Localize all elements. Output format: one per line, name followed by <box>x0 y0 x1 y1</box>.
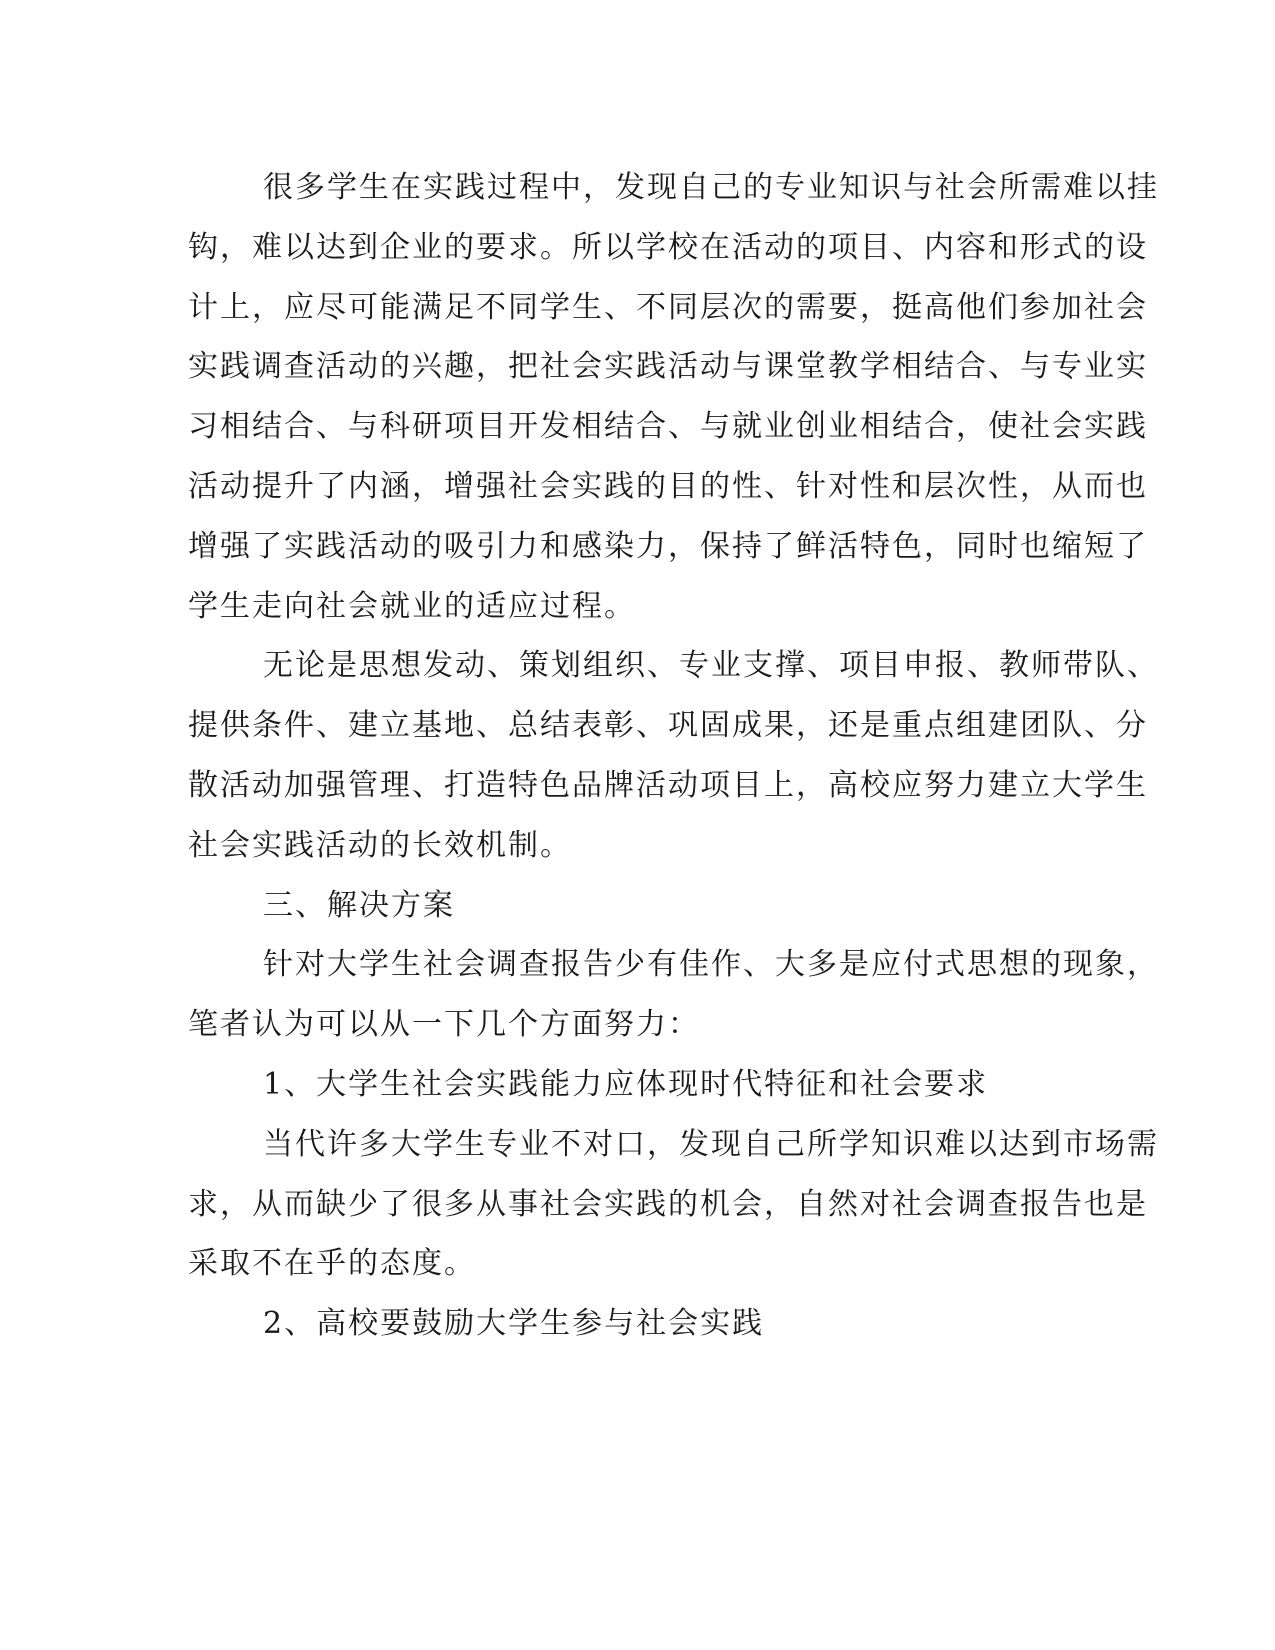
text-line: 笔者认为可以从一下几个方面努力： <box>188 1007 700 1043</box>
subheading: 2、高校要鼓励大学生参与社会实践 <box>263 1306 765 1342</box>
text-line: 提供条件、建立基地、总结表彰、巩固成果，还是重点组建团队、分 <box>188 708 1148 744</box>
text-line: 很多学生在实践过程中，发现自己的专业知识与社会所需难以挂 <box>263 170 1159 205</box>
text-line: 针对大学生社会调查报告少有佳作、大多是应付式思想的现象， <box>263 947 1159 983</box>
text-line: 采取不在乎的态度。 <box>188 1246 476 1282</box>
text-line: 活动提升了内涵，增强社会实践的目的性、针对性和层次性，从而也 <box>188 468 1148 504</box>
text-line: 散活动加强管理、打造特色品牌活动项目上，高校应努力建立大学生 <box>188 767 1148 803</box>
text-line: 社会实践活动的长效机制。 <box>188 827 572 863</box>
document-body <box>188 158 1159 1354</box>
subheading: 1、大学生社会实践能力应体现时代特征和社会要求 <box>263 1066 989 1102</box>
text-line: 求，从而缺少了很多从事社会实践的机会，自然对社会调查报告也是 <box>188 1186 1148 1222</box>
text-line: 学生走向社会就业的适应过程。 <box>188 588 636 624</box>
text-line: 无论是思想发动、策划组织、专业支撑、项目申报、教师带队、 <box>263 648 1159 684</box>
text-line: 增强了实践活动的吸引力和感染力，保持了鲜活特色，同时也缩短了 <box>188 528 1148 564</box>
text-line: 实践调查活动的兴趣，把社会实践活动与课堂教学相结合、与专业实 <box>188 349 1148 385</box>
text-line: 当代许多大学生专业不对口，发现自己所学知识难以达到市场需 <box>263 1126 1159 1162</box>
text-line: 计上，应尽可能满足不同学生、不同层次的需要，挺高他们参加社会 <box>188 289 1148 325</box>
section-heading: 三、解决方案 <box>263 887 455 923</box>
text-line: 钩，难以达到企业的要求。所以学校在活动的项目、内容和形式的设 <box>188 229 1148 265</box>
text-line: 习相结合、与科研项目开发相结合、与就业创业相结合，使社会实践 <box>188 409 1148 445</box>
